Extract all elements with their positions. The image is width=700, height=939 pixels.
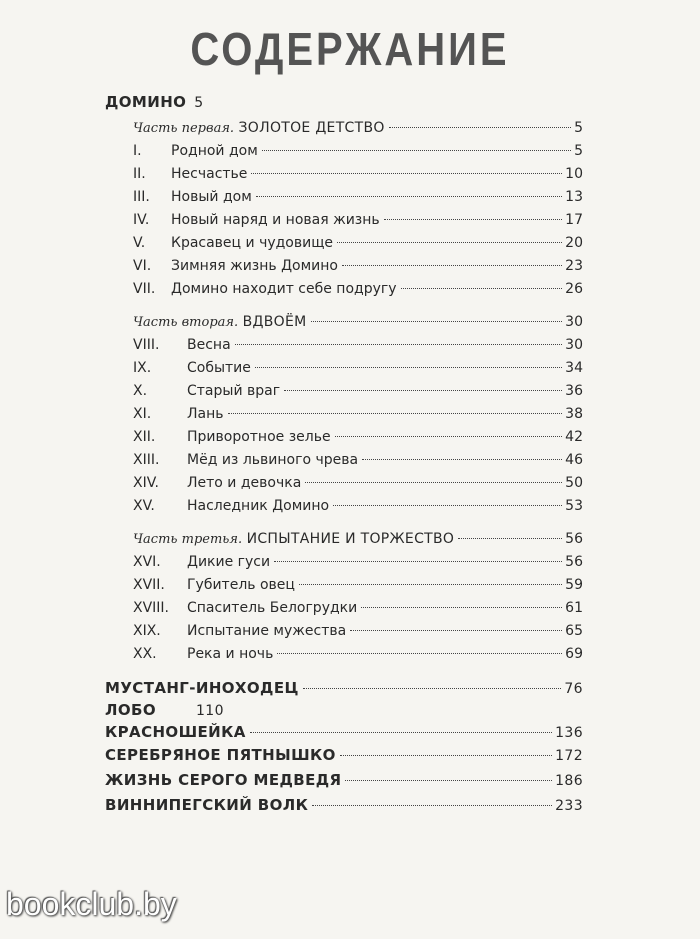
toc-page-number: 38 — [565, 406, 583, 422]
toc-page-number: 5 — [574, 120, 583, 136]
leader-dots — [311, 321, 563, 322]
toc-chapter — [133, 598, 583, 618]
toc-chapter — [133, 644, 583, 664]
leader-dots — [228, 413, 563, 414]
toc-chapter — [133, 141, 583, 161]
toc-chapter — [133, 279, 583, 299]
toc-page-number: 61 — [565, 600, 583, 616]
leader-dots — [235, 344, 563, 345]
toc-part-prefix: Часть третья. — [133, 532, 243, 547]
toc-chapter-title: Новый дом — [171, 189, 252, 205]
toc-page-number: 10 — [565, 166, 583, 182]
toc-part-title: ЗОЛОТОЕ ДЕТСТВО — [238, 120, 385, 136]
toc-page-number: 34 — [565, 360, 583, 376]
toc-chapter-title: Родной дом — [171, 143, 258, 159]
leader-dots — [389, 127, 571, 128]
toc-page-number: 233 — [555, 798, 583, 814]
toc-story-title: КРАСНОШЕЙКА — [105, 723, 246, 741]
toc-chapter — [133, 164, 583, 184]
toc-chapter — [133, 210, 583, 230]
toc-chapter-title: Река и ночь — [187, 646, 274, 662]
toc-part-3 — [133, 529, 583, 549]
toc-story — [105, 700, 224, 720]
toc-chapter-title: Зимняя жизнь Домино — [171, 258, 338, 274]
toc-chapter — [133, 552, 583, 572]
toc-page-number: 20 — [565, 235, 583, 251]
toc-part-1 — [133, 118, 583, 138]
toc-story-title: ЖИЗНЬ СЕРОГО МЕДВЕДЯ — [105, 771, 342, 789]
toc-chapter-number: XX. — [133, 646, 157, 662]
toc-chapter — [133, 187, 583, 207]
page-title: СОДЕРЖАНИЕ — [190, 24, 510, 76]
toc-chapter-title: Весна — [187, 337, 231, 353]
leader-dots — [337, 242, 562, 243]
toc-page-number: 186 — [555, 773, 583, 789]
toc-chapter — [133, 358, 583, 378]
leader-dots — [274, 561, 562, 562]
toc-chapter-number: IX. — [133, 360, 152, 376]
toc-chapter — [133, 427, 583, 447]
toc-chapter-number: XVI. — [133, 554, 161, 570]
toc-page-number: 30 — [565, 337, 583, 353]
toc-page-number: 13 — [565, 189, 583, 205]
toc-chapter — [133, 575, 583, 595]
toc-chapter-title: Лето и девочка — [187, 475, 302, 491]
leader-dots — [401, 288, 563, 289]
leader-dots — [312, 805, 552, 806]
toc-part-prefix: Часть первая. — [133, 121, 235, 136]
toc-chapter-title: Событие — [187, 360, 251, 376]
toc-page-number: 56 — [565, 531, 583, 547]
toc-chapter-number: XII. — [133, 429, 156, 445]
toc-chapter — [133, 335, 583, 355]
leader-dots — [277, 653, 562, 654]
toc-chapter-number: XIII. — [133, 452, 160, 468]
toc-chapter-number: I. — [133, 143, 142, 159]
toc-page-number: 69 — [565, 646, 583, 662]
toc-chapter-number: XI. — [133, 406, 152, 422]
toc-chapter-number: XIX. — [133, 623, 161, 639]
toc-story — [105, 770, 583, 790]
leader-dots — [303, 688, 562, 689]
toc-chapter — [133, 233, 583, 253]
leader-dots — [340, 755, 552, 756]
toc-story-title: ВИННИПЕГСКИЙ ВОЛК — [105, 796, 309, 814]
toc-page-number: 76 — [564, 681, 583, 697]
leader-dots — [362, 459, 562, 460]
leader-dots — [342, 265, 562, 266]
toc-chapter-title: Несчастье — [171, 166, 248, 182]
toc-page-number: 56 — [565, 554, 583, 570]
watermark: bookclub.by — [6, 886, 177, 922]
toc-chapter-number: VII. — [133, 281, 156, 297]
leader-dots — [250, 732, 552, 733]
toc-chapter-title: Наследник Домино — [187, 498, 330, 514]
toc-page-number: 42 — [565, 429, 583, 445]
toc-page-number: 46 — [565, 452, 583, 468]
toc-chapter — [133, 473, 583, 493]
toc-story-title: ДОМИНО — [105, 93, 187, 111]
toc-chapter-title: Мёд из львиного чрева — [187, 452, 359, 468]
toc-page-number: 65 — [565, 623, 583, 639]
toc-chapter-title: Красавец и чудовище — [171, 235, 334, 251]
toc-story — [105, 745, 583, 765]
toc-story — [105, 678, 583, 698]
toc-story — [105, 795, 583, 815]
toc-story-title: СЕРЕБРЯНОЕ ПЯТНЫШКО — [105, 746, 336, 764]
toc-part-2 — [133, 312, 583, 332]
toc-chapter-title: Спаситель Белогрудки — [187, 600, 358, 616]
toc-chapter-title: Старый враг — [187, 383, 281, 399]
toc-chapter — [133, 621, 583, 641]
toc-part-title: ВДВОЁМ — [242, 314, 307, 330]
toc-page-number: 30 — [565, 314, 583, 330]
toc-page-number: 5 — [194, 95, 204, 111]
toc-part-prefix: Часть вторая. — [133, 315, 239, 330]
leader-dots — [458, 538, 562, 539]
toc-chapter-number: XIV. — [133, 475, 159, 491]
leader-dots — [350, 630, 562, 631]
toc-chapter-number: IV. — [133, 212, 150, 228]
leader-dots — [255, 367, 562, 368]
toc-chapter-title: Дикие гуси — [187, 554, 271, 570]
leader-dots — [251, 173, 562, 174]
leader-dots — [284, 390, 562, 391]
leader-dots — [299, 584, 562, 585]
toc-story-domino — [105, 92, 204, 112]
leader-dots — [262, 150, 571, 151]
toc-page-number: 59 — [565, 577, 583, 593]
toc-chapter — [133, 450, 583, 470]
leader-dots — [345, 780, 552, 781]
toc-chapter-number: XVII. — [133, 577, 165, 593]
toc-chapter-number: VIII. — [133, 337, 160, 353]
toc-page-number: 26 — [565, 281, 583, 297]
toc-chapter-number: XVIII. — [133, 600, 170, 616]
leader-dots — [305, 482, 562, 483]
toc-page-number: 17 — [565, 212, 583, 228]
toc-chapter-title: Домино находит себе подругу — [171, 281, 397, 297]
toc-page-number: 23 — [565, 258, 583, 274]
leader-dots — [256, 196, 562, 197]
toc-page-number: 110 — [196, 703, 224, 719]
toc-chapter — [133, 496, 583, 516]
leader-dots — [335, 436, 563, 437]
toc-chapter — [133, 256, 583, 276]
toc-story-title: ЛОБО — [105, 701, 156, 719]
toc-page-number: 172 — [555, 748, 583, 764]
toc-chapter-title: Губитель овец — [187, 577, 295, 593]
toc-part-title: ИСПЫТАНИЕ И ТОРЖЕСТВО — [246, 531, 455, 547]
toc-chapter-title: Лань — [187, 406, 224, 422]
toc-page-number: 50 — [565, 475, 583, 491]
toc-story — [105, 722, 583, 742]
toc-page-number: 53 — [565, 498, 583, 514]
toc-page-number: 36 — [565, 383, 583, 399]
toc-story-title: МУСТАНГ-ИНОХОДЕЦ — [105, 679, 299, 697]
toc-chapter-number: V. — [133, 235, 146, 251]
toc-chapter — [133, 381, 583, 401]
toc-chapter-title: Испытание мужества — [187, 623, 347, 639]
toc-page-number: 136 — [555, 725, 583, 741]
toc-chapter-number: XV. — [133, 498, 155, 514]
toc-chapter — [133, 404, 583, 424]
toc-chapter-title: Новый наряд и новая жизнь — [171, 212, 380, 228]
leader-dots — [361, 607, 562, 608]
toc-chapter-number: II. — [133, 166, 146, 182]
leader-dots — [384, 219, 563, 220]
toc-chapter-number: X. — [133, 383, 148, 399]
toc-chapter-number: III. — [133, 189, 150, 205]
toc-chapter-title: Приворотное зелье — [187, 429, 331, 445]
toc-chapter-number: VI. — [133, 258, 152, 274]
leader-dots — [333, 505, 562, 506]
toc-page-number: 5 — [574, 143, 583, 159]
